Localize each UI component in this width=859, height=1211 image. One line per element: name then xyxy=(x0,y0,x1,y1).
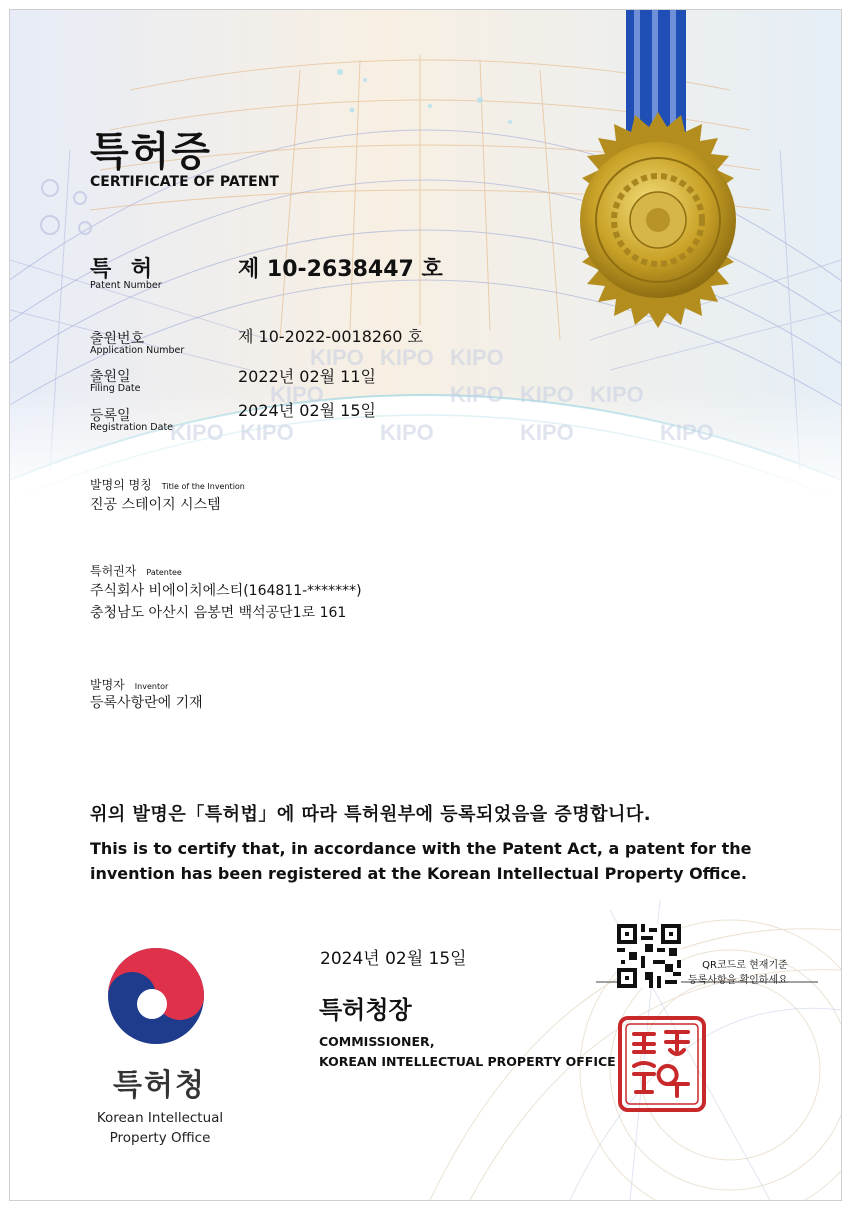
watermark-text: KIPO xyxy=(270,382,324,407)
qr-note-line-1: QR코드로 현재기준 xyxy=(702,960,788,971)
official-red-seal-icon xyxy=(618,1016,706,1112)
invention-title: 진공 스테이지 시스템 xyxy=(90,497,221,513)
invention-label xyxy=(90,474,245,493)
watermark-text: KIPO xyxy=(170,420,224,445)
patentee-label-en: Patentee xyxy=(146,568,182,577)
patentee-address: 충청남도 아산시 음봉면 백석공단1로 161 xyxy=(90,605,347,621)
watermark-text: KIPO xyxy=(450,382,504,407)
watermark-text: KIPO xyxy=(450,345,504,370)
watermark-text: KIPO xyxy=(240,420,294,445)
watermark-text: KIPO xyxy=(590,382,644,407)
certificate-title-ko: 특허증 xyxy=(90,129,212,175)
gold-seal-icon xyxy=(580,112,736,328)
patent-number-label-en: Patent Number xyxy=(90,280,162,291)
qr-note xyxy=(688,958,788,988)
certification-statement-ko: 위의 발명은「특허법」에 따라 특허원부에 등록되었음을 증명합니다. xyxy=(90,804,652,825)
inventor-label-en: Inventor xyxy=(134,682,169,691)
inventor-label-ko: 발명자 xyxy=(90,678,125,692)
inventor-label xyxy=(90,674,168,693)
certificate-title-en: CERTIFICATE OF PATENT xyxy=(90,174,279,190)
application-number-label: 출원번호 xyxy=(90,331,145,347)
certificate-page xyxy=(9,9,842,1201)
kipo-logo-icon xyxy=(106,946,206,1046)
application-number-value: 제 10-2022-0018260 호 xyxy=(238,327,423,346)
issue-date: 2024년 02월 15일 xyxy=(320,949,467,969)
registration-date-label-en: Registration Date xyxy=(90,422,174,433)
filing-date-value: 2022년 02월 11일 xyxy=(238,367,376,386)
commissioner-title-en xyxy=(319,1032,616,1072)
watermark-text: KIPO xyxy=(380,345,434,370)
certification-statement-en: This is to certify that, in accordance with the Patent Act, a patent for the invention has been registered at the Korean Intellectual Property Office. xyxy=(90,839,752,883)
patentee-label-ko: 특허권자 xyxy=(90,564,137,578)
patentee-name: 주식회사 비에이치에스티(164811-*******) xyxy=(90,583,362,599)
commissioner-title-ko: 특허청장 xyxy=(319,996,412,1024)
watermark-text: KIPO xyxy=(520,420,574,445)
application-number-label-en: Application Number xyxy=(90,345,185,356)
qr-code-icon[interactable] xyxy=(617,924,681,988)
watermark-text: KIPO xyxy=(310,345,364,370)
invention-label-ko: 발명의 명칭 xyxy=(90,478,152,492)
patent-number-value: 제 10-2638447 호 xyxy=(238,257,443,282)
watermark-text: KIPO xyxy=(520,382,574,407)
registration-date-label: 등록일 xyxy=(90,408,131,424)
registration-date-value: 2024년 02월 15일 xyxy=(238,401,376,420)
qr-note-line-2: 등록사항을 확인하세요 xyxy=(688,975,788,986)
filing-date-label-en: Filing Date xyxy=(90,383,141,394)
patentee-label xyxy=(90,560,182,579)
inventor-value: 등록사항란에 기재 xyxy=(90,695,203,711)
office-name-ko: 특허청 xyxy=(113,1068,206,1103)
office-name-en: Korean Intellectual Property Office xyxy=(96,1110,224,1146)
commissioner-line-1: COMMISSIONER, xyxy=(319,1034,435,1049)
watermark-text: KIPO xyxy=(660,420,714,445)
commissioner-line-2: KOREAN INTELLECTUAL PROPERTY OFFICE xyxy=(319,1054,616,1069)
watermark-text: KIPO xyxy=(380,420,434,445)
filing-date-label: 출원일 xyxy=(90,369,131,385)
patent-number-label: 특 허 xyxy=(90,257,159,282)
invention-label-en: Title of the Invention xyxy=(161,482,245,491)
